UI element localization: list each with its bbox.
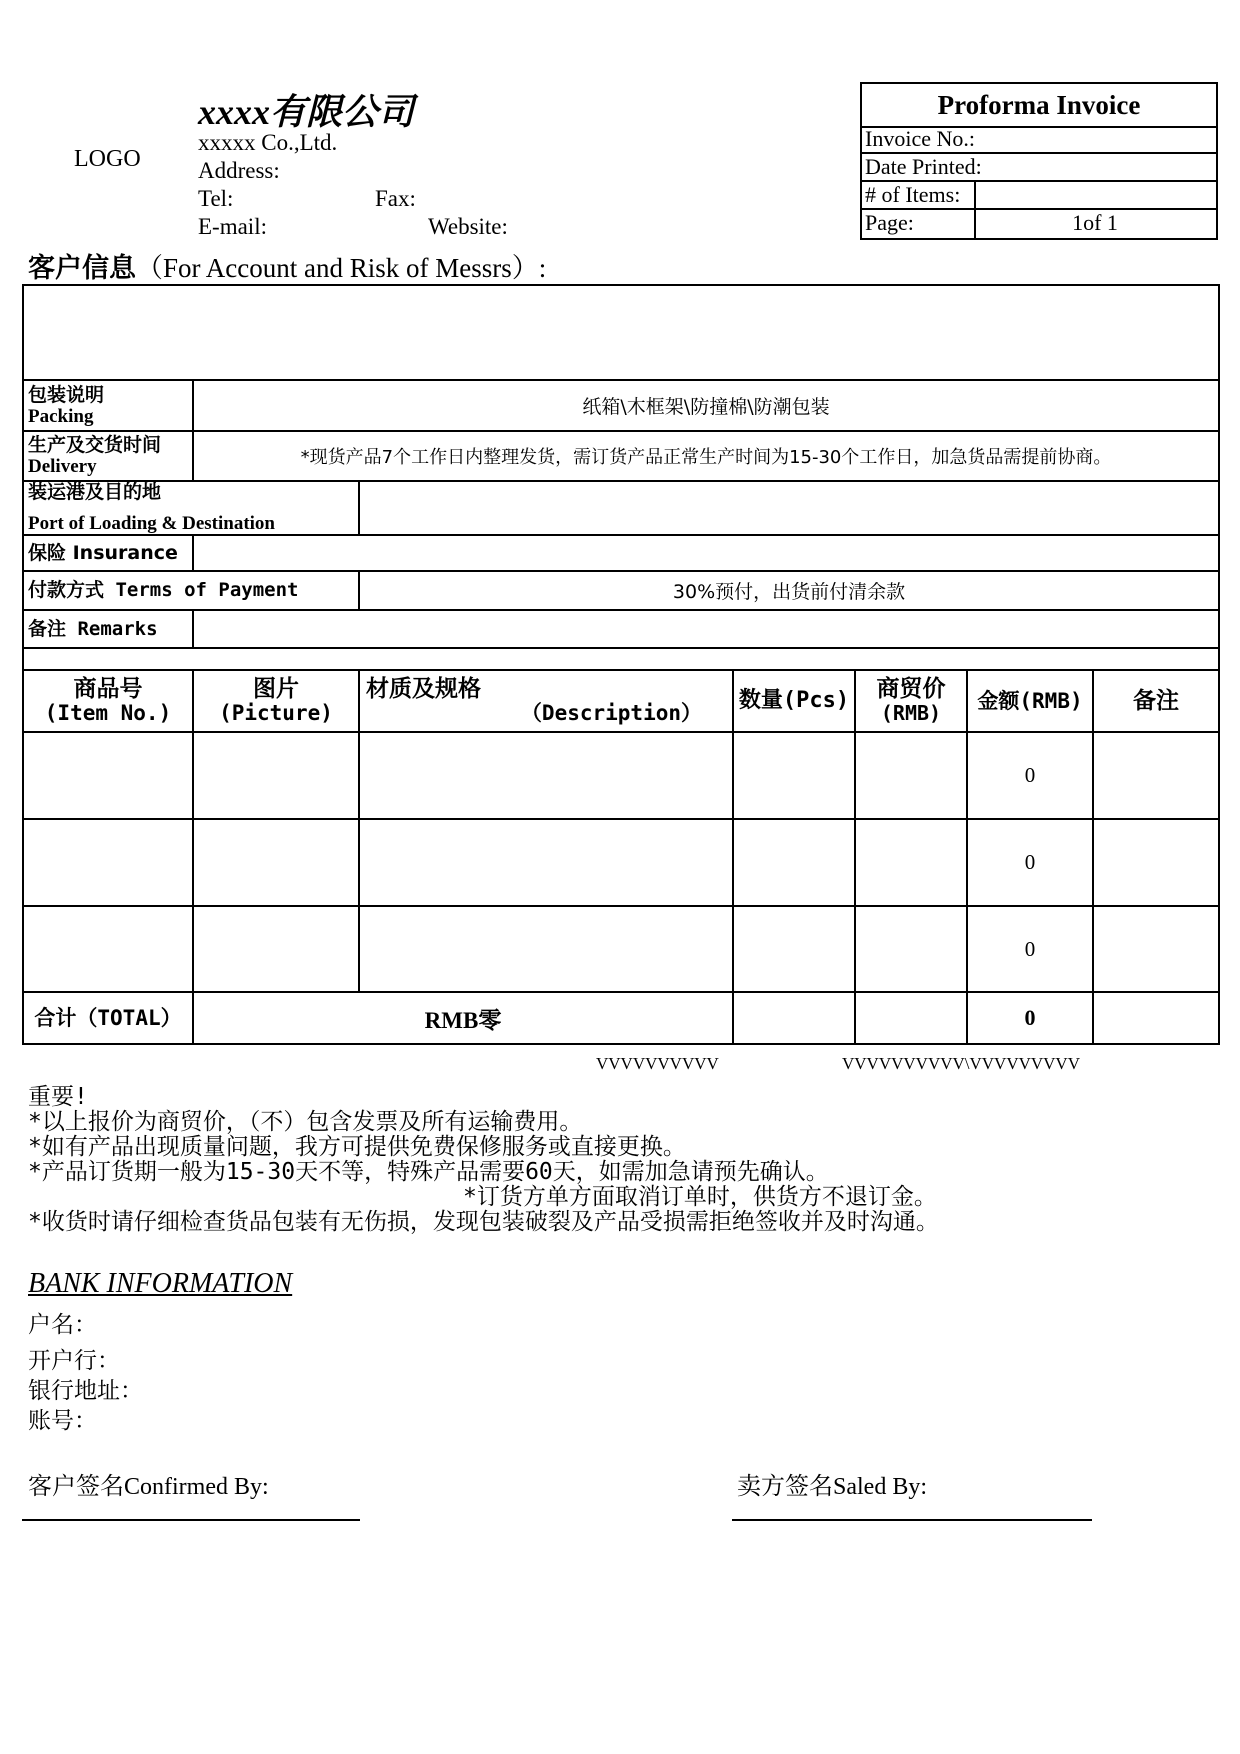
date-printed-label: Date Printed: (865, 154, 982, 179)
invoice-no-row (862, 126, 1216, 154)
note-cell[interactable] (1093, 732, 1219, 819)
note-line: *如有产品出现质量问题，我方可提供免费保修服务或直接更换。 (28, 1134, 686, 1160)
col-picture-cn: 图片 (253, 676, 299, 702)
col-header-amount: 金额(RMB) (967, 670, 1093, 732)
total-amount: 0 (967, 992, 1093, 1044)
note-cell[interactable] (1093, 819, 1219, 906)
page-value: 1of 1 (1072, 210, 1118, 235)
customer-heading-cn: 客户信息 (28, 253, 136, 284)
notes-title: 重要! (28, 1084, 88, 1110)
total-in-words: RMB零 (193, 992, 733, 1044)
spacer-row (23, 648, 1219, 670)
note-line: *订货方单方面取消订单时，供货方不退订金。 (463, 1184, 937, 1210)
col-desc-cn: 材质及规格 (366, 676, 481, 702)
description-cell[interactable] (359, 906, 733, 992)
divider (974, 182, 976, 208)
packing-label-cn: 包装说明 (28, 383, 105, 406)
v-marks-right: VVVVVVVVVV\VVVVVVVVV (842, 1054, 1080, 1073)
col-price-cn: 商贸价 (876, 676, 946, 702)
fax-label: Fax: (375, 186, 416, 211)
delivery-label (23, 431, 193, 481)
picture-cell[interactable] (193, 819, 359, 906)
price-cell[interactable] (855, 906, 967, 992)
note-cell[interactable] (1093, 906, 1219, 992)
bank-name-label: 开户行： (28, 1348, 120, 1374)
company-name-cn: xxxx有限公司 (198, 92, 415, 132)
table-row (23, 732, 1219, 819)
bank-address-label: 银行地址： (28, 1378, 143, 1404)
payment-value: 30%预付，出货前付清余款 (359, 571, 1219, 610)
description-cell[interactable] (359, 819, 733, 906)
website-label: Website: (428, 214, 508, 239)
v-marks-left: VVVVVVVVVV (596, 1054, 719, 1073)
invoice-no-label: Invoice No.: (865, 126, 975, 151)
note-line: *收货时请仔细检查货品包装有无伤损，发现包装破裂及产品受损需拒绝签收并及时沟通。 (28, 1209, 939, 1235)
total-qty-cell (733, 992, 855, 1044)
page-row (862, 210, 1216, 238)
qty-cell[interactable] (733, 819, 855, 906)
note-line: *产品订货期一般为15-30天不等，特殊产品需要60天，如需加急请预先确认。 (28, 1159, 829, 1185)
port-value[interactable] (359, 481, 1219, 535)
total-row (23, 992, 1219, 1044)
page-label: Page: (865, 210, 914, 235)
tel-label: Tel: (198, 186, 234, 211)
remarks-label: 备注 Remarks (23, 610, 193, 648)
col-header-price (855, 670, 967, 732)
delivery-value: *现货产品7个工作日内整理发货，需订货产品正常生产时间为15-30个工作日，加急货品需提前协商。 (193, 431, 1219, 481)
note-line: *以上报价为商贸价，（不）包含发票及所有运输费用。 (28, 1109, 583, 1135)
date-printed-row (862, 154, 1216, 182)
table-row (23, 906, 1219, 992)
amount-cell: 0 (967, 906, 1093, 992)
price-cell[interactable] (855, 732, 967, 819)
packing-label (23, 380, 193, 431)
description-cell[interactable] (359, 732, 733, 819)
remarks-value[interactable] (193, 610, 1219, 648)
seller-signature-line[interactable] (732, 1519, 1092, 1521)
packing-label-en: Packing (28, 405, 94, 427)
col-header-qty: 数量(Pcs) (733, 670, 855, 732)
col-item-cn: 商品号 (73, 676, 143, 702)
payment-label: 付款方式 Terms of Payment (23, 571, 359, 610)
packing-value: 纸箱\木框架\防撞棉\防潮包装 (193, 380, 1219, 431)
port-label (23, 481, 359, 535)
buyer-signature-line[interactable] (22, 1519, 360, 1521)
email-label: E-mail: (198, 214, 267, 239)
col-header-note: 备注 (1093, 670, 1219, 732)
logo: LOGO (74, 146, 141, 172)
col-header-item (23, 670, 193, 732)
account-no-label: 账号： (28, 1408, 97, 1434)
col-desc-en: （Description） (520, 701, 702, 725)
picture-cell[interactable] (193, 906, 359, 992)
address-label: Address: (198, 158, 280, 183)
price-cell[interactable] (855, 819, 967, 906)
item-no-cell[interactable] (23, 906, 193, 992)
delivery-label-cn: 生产及交货时间 (28, 434, 162, 456)
total-note-cell (1093, 992, 1219, 1044)
qty-cell[interactable] (733, 732, 855, 819)
invoice-table (22, 284, 1220, 1045)
col-header-picture (193, 670, 359, 732)
insurance-label: 保险 Insurance (23, 535, 193, 571)
total-label: 合计（TOTAL） (23, 992, 193, 1044)
customer-heading-en: （For Account and Risk of Messrs）: (136, 253, 547, 283)
port-label-cn: 装运港及目的地 (28, 481, 162, 503)
buyer-signature-label: 客户签名Confirmed By: (28, 1474, 269, 1500)
delivery-label-en: Delivery (28, 456, 97, 477)
customer-info-box[interactable] (23, 285, 1219, 380)
amount-cell: 0 (967, 819, 1093, 906)
total-price-cell (855, 992, 967, 1044)
items-count-row (862, 182, 1216, 210)
port-label-en: Port of Loading & Destination (28, 513, 275, 534)
amount-cell: 0 (967, 732, 1093, 819)
table-row (23, 819, 1219, 906)
item-no-cell[interactable] (23, 732, 193, 819)
col-item-en: (Item No.) (44, 701, 172, 725)
proforma-title: Proforma Invoice (862, 84, 1216, 128)
insurance-value[interactable] (193, 535, 1219, 571)
bank-info-title: BANK INFORMATION (28, 1268, 293, 1299)
account-name-label: 户名： (28, 1312, 97, 1338)
col-picture-en: (Picture) (219, 701, 333, 725)
qty-cell[interactable] (733, 906, 855, 992)
col-price-en: (RMB) (880, 701, 942, 725)
proforma-info-box (860, 82, 1218, 240)
picture-cell[interactable] (193, 732, 359, 819)
col-header-description (359, 670, 733, 732)
company-name-en: xxxxx Co.,Ltd. (198, 130, 338, 155)
seller-signature-label: 卖方签名Saled By: (737, 1474, 927, 1500)
items-count-label: # of Items: (865, 182, 961, 207)
item-no-cell[interactable] (23, 819, 193, 906)
customer-heading (28, 246, 546, 285)
